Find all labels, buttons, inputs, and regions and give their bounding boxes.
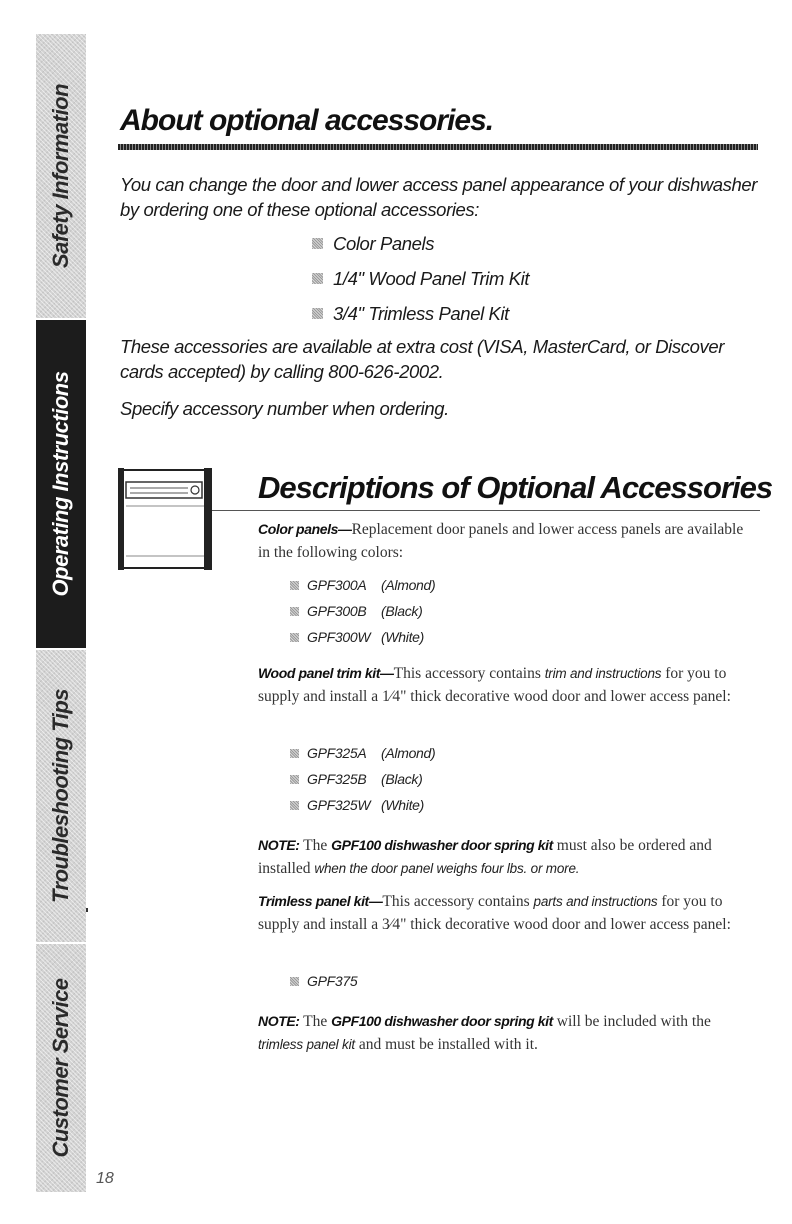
descriptions-heading: Descriptions of Optional Accessories [258,470,773,505]
list-item [290,598,435,624]
trimless-term: Trimless panel kit— [258,893,383,909]
color-panels-text: Replacement door panels and lower access panels are available in the following colors: [258,521,744,561]
trimless-text-end: for you to supply and install a 3⁄4" thick decorative wood door and lower access panel: [258,893,731,933]
square-bullet-icon [290,749,299,758]
note-italic: trimless panel kit [258,1037,355,1052]
trimless-description [258,890,758,936]
tab-troubleshooting-tips[interactable] [36,650,86,944]
note-text: The [299,837,332,854]
tab-customer-service[interactable] [36,944,86,1194]
square-bullet-icon [290,801,299,810]
color-panels-term: Color panels— [258,521,352,537]
note-label: NOTE: [258,837,300,853]
tab-label: Safety Information [48,83,73,269]
list-item [290,792,435,818]
tab-operating-instructions[interactable] [36,320,86,650]
list-item [312,226,529,261]
list-item [290,572,435,598]
model-code: GPF300W [307,629,371,645]
model-code: GPF325A [307,745,367,761]
note-spring-kit [258,834,758,880]
title-rule [118,144,758,150]
note-text-mid: will be included with the [552,1013,711,1030]
wood-panel-description [258,662,758,708]
model-color: (Black) [381,603,423,619]
square-bullet-icon [312,238,323,249]
page-title: About optional accessories. [120,104,494,137]
model-color: (Almond) [381,577,436,593]
color-panels-description [258,518,758,564]
options-list [312,226,529,331]
note-text-mid: must also be ordered and installed [258,837,712,877]
square-bullet-icon [290,607,299,616]
note-kit-name: GPF100 dishwasher door spring kit [331,837,553,853]
wood-panel-models [290,740,435,818]
model-code: GPF375 [307,973,358,989]
tab-divider [86,908,88,912]
tab-label: Operating Instructions [48,371,73,597]
option-label: 1/4" Wood Panel Trim Kit [333,267,530,289]
option-label: 3/4" Trimless Panel Kit [333,302,509,324]
note-included [258,1010,758,1056]
square-bullet-icon [290,775,299,784]
trimless-models [290,968,381,994]
list-item [290,968,381,994]
tab-label: Customer Service [48,978,73,1158]
model-color: (White) [381,797,425,813]
list-item [290,624,435,650]
tab-label: Troubleshooting Tips [48,688,73,904]
intro-text: You can change the door and lower access panel appearance of your dishwasher by ordering one of these optional accessories: [120,174,758,220]
model-code: GPF300B [307,603,367,619]
specify-text: Specify accessory number when ordering. [120,398,449,419]
wood-panel-term: Wood panel trim kit— [258,665,394,681]
descriptions-rule [212,510,760,511]
square-bullet-icon [312,308,323,319]
model-code: GPF300A [307,577,367,593]
list-item [312,296,529,331]
note-text-end: and must be installed with it. [354,1036,538,1053]
note-kit-name: GPF100 dishwasher door spring kit [331,1013,553,1029]
wood-panel-text: This accessory contains [393,665,545,682]
tab-safety-information[interactable] [36,34,86,320]
square-bullet-icon [312,273,323,284]
square-bullet-icon [290,581,299,590]
wood-panel-text-end: for you to supply and install a 1⁄4" thick decorative wood door and lower access panel: [258,665,731,705]
dishwasher-icon [118,468,212,570]
model-code: GPF325W [307,797,371,813]
note-text: The [299,1013,332,1030]
model-code: GPF325B [307,771,367,787]
availability-text: These accessories are available at extra cost (VISA, MasterCard, or Discover cards accepted) by calling 800-626-2002. [120,336,724,382]
page-number: 18 [96,1170,114,1187]
color-panels-models [290,572,435,650]
section-tabs [36,34,86,1192]
model-color: (White) [381,629,425,645]
list-item [290,766,435,792]
square-bullet-icon [290,633,299,642]
model-color: (Black) [381,771,423,787]
square-bullet-icon [290,977,299,986]
list-item [290,740,435,766]
wood-panel-italic: trim and instructions [544,666,662,681]
trimless-text: This accessory contains [382,893,534,910]
option-label: Color Panels [333,232,435,254]
list-item [312,261,529,296]
note-italic: when the door panel weighs four lbs. or more. [314,861,580,876]
note-label: NOTE: [258,1013,300,1029]
model-color: (Almond) [381,745,436,761]
trimless-italic: parts and instructions [533,894,658,909]
